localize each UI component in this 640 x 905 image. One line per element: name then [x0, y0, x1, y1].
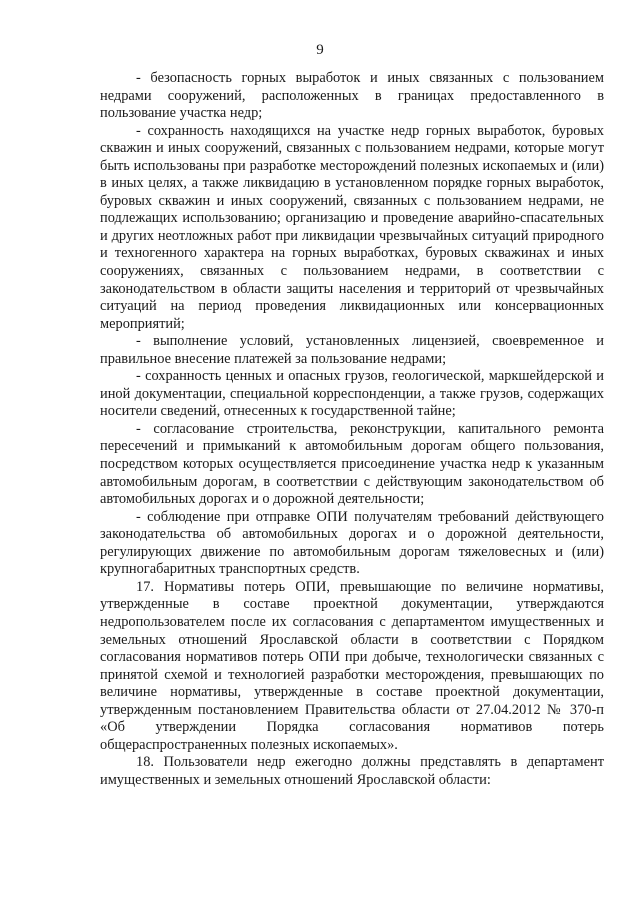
page-number: 9: [316, 42, 324, 58]
paragraph-license-conditions: - выполнение условий, установленных лицензией, своевременное и правильное внесение платежей за пользование недрами;: [100, 333, 604, 367]
paragraph-preservation-of-workings: - сохранность находящихся на участке недр горных выработок, буровых скважин и иных сооружений, связанных с пользованием недрами, которые могут быть использованы при разработке месторождений полезных ископаемых и (или) в иных целях, а также ликвидацию в установленном порядке горных выработок, буровых скважин и иных сооружений, связанных с пользованием недрами, не подлежащих использованию; организацию и проведение аварийно-спасательных и других неотложных работ при ликвидации чрезвычайных ситуаций природного и техногенного характера на горных выработках, буровых скважинах и иных сооружениях, связанных с пользованием недрами, в соответствии с законодательством в области защиты населения и территорий от чрезвычайных ситуаций на период проведения ликвидационных или консервационных мероприятий;: [100, 122, 604, 332]
paragraph-valuable-cargo: - сохранность ценных и опасных грузов, геологической, маркшейдерской и иной документации, специальной корреспонденции, а также грузов, содержащих носители сведений, отнесенных к государственной тайне;: [100, 368, 604, 420]
paragraph-shipment-compliance: - соблюдение при отправке ОПИ получателям требований действующего законодательства об автомобильных дорогах и о дорожной деятельности, регулирующих движение по автомобильным дорогам тяжеловесных и (или) крупногабаритных транспортных средств.: [100, 508, 604, 578]
paragraph-section-17: 17. Нормативы потерь ОПИ, превышающие по величине нормативы, утвержденные в составе проектной документации, утверждаются недропользователем после их согласования с департаментом имущественных и земельных отношений Ярославской области в соответствии с Порядком согласования нормативов потерь ОПИ при добыче, технологически связанных с принятой схемой и технологией разработки месторождения, превышающих по величине нормативы, утвержденные в составе проектной документации, утвержденным постановлением Правительства области от 27.04.2012 № 370-п «Об утверждении Порядка согласования нормативов потерь общераспространенных полезных ископаемых».: [100, 578, 604, 753]
page-body: [100, 70, 604, 789]
paragraph-mine-safety: - безопасность горных выработок и иных связанных с пользованием недрами сооружений, расположенных в границах предоставленного в пользование участка недр;: [100, 70, 604, 122]
paragraph-road-construction: - согласование строительства, реконструкции, капитального ремонта пересечений и примыканий к автомобильным дорогам общего пользования, посредством которых осуществляется присоединение участка недр к указанным автомобильным дорогам, в соответствии с действующим законодательством об автомобильных дорогах и о дорожной деятельности;: [100, 420, 604, 508]
paragraph-section-18: 18. Пользователи недр ежегодно должны представлять в департамент имущественных и земельных отношений Ярославской области:: [100, 754, 604, 788]
